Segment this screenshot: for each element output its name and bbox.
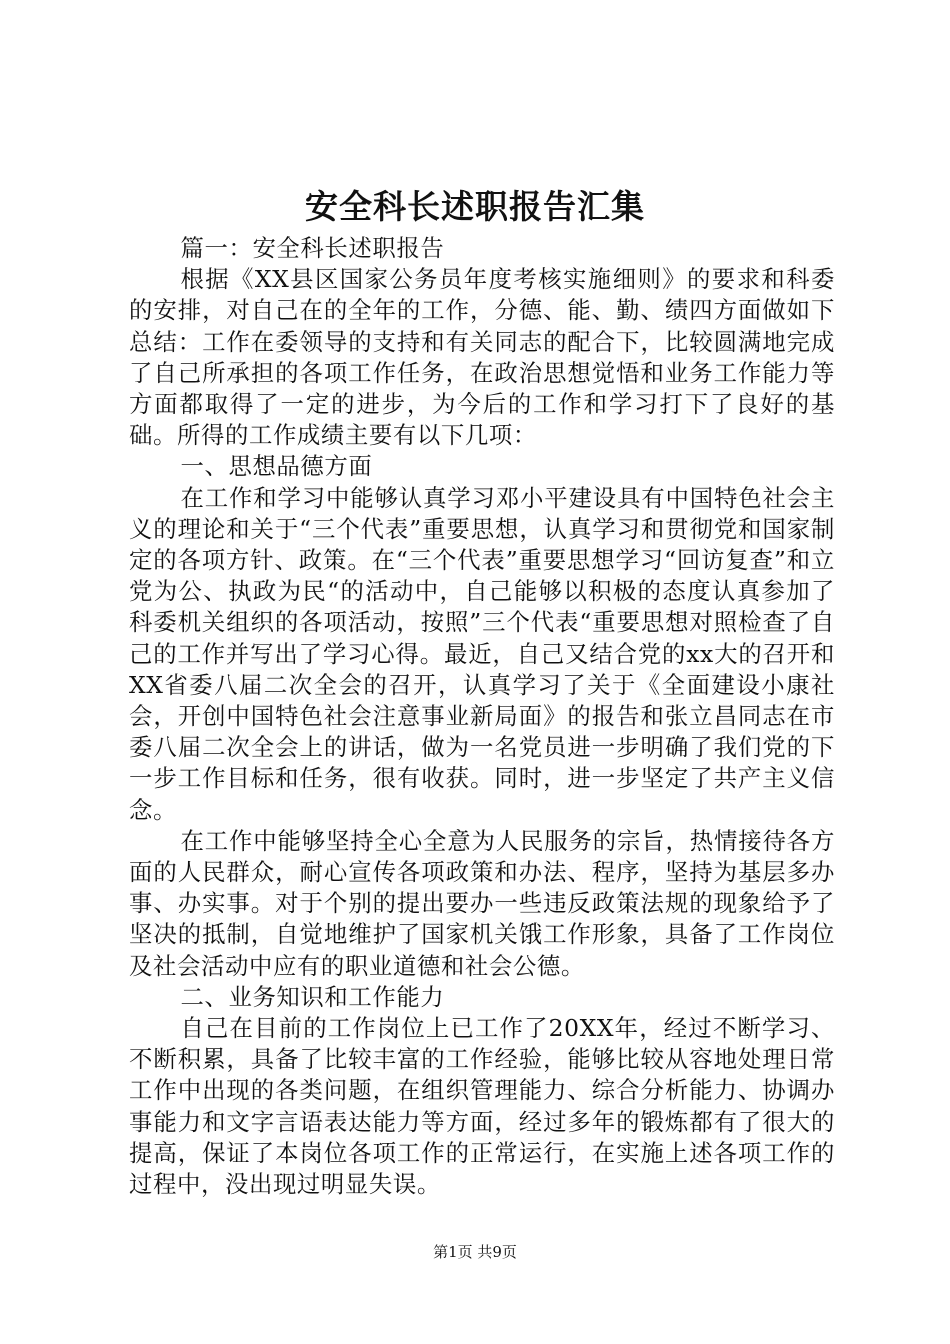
section-heading-business: 二、业务知识和工作能力 [180,982,445,1011]
page-footer: 第1页 共9页 [433,1243,517,1261]
section-heading-moral: 一、思想品德方面 [180,452,373,481]
document-body [129,233,835,1200]
document-title: 安全科长述职报告汇集 [305,187,645,226]
section-heading-part-one: 篇一：安全科长述职报告 [180,234,445,262]
body-paragraph: 自己在目前的工作岗位上已工作了20XX年，经过不断学习、不断积累，具备了比较丰富的工作经验，能够比较从容地处理日常工作中出现的各类问题，在组织管理能力、综合分析能力、协调办事能力和文字言语表达能力等方面，经过多年的锻炼都有了很大的提高，保证了本岗位各项工作的正常运行，在实施上述各项工作的过程中，没出现过明显失误。 [129,1014,835,1199]
body-paragraph: 在工作中能够坚持全心全意为人民服务的宗旨，热情接待各方面的人民群众，耐心宣传各项政策和办法、程序，坚持为基层多办事、办实事。对于个别的提出要办一些违反政策法规的现象给予了坚决的抵制，自觉地维护了国家机关饿工作形象，具备了工作岗位及社会活动中应有的职业道德和社会公德。 [129,826,835,980]
body-paragraph: 根据《XX县区国家公务员年度考核实施细则》的要求和科委的安排，对自己在的全年的工作，分德、能、勤、绩四方面做如下总结：工作在委领导的支持和有关同志的配合下，比较圆满地完成了自己所承担的各项工作任务，在政治思想觉悟和业务工作能力等方面都取得了一定的进步，为今后的工作和学习打下了良好的基础。所得的工作成绩主要有以下几项： [129,265,835,450]
body-paragraph: 在工作和学习中能够认真学习邓小平建设具有中国特色社会主义的理论和关于“三个代表”重要思想，认真学习和贯彻党和国家制定的各项方针、政策。在“三个代表”重要思想学习“回访复查”和立党为公、执政为民“的活动中，自己能够以积极的态度认真参加了科委机关组织的各项活动，按照”三个代表“重要思想对照检查了自己的工作并写出了学习心得。最近，自己又结合党的xx大的召开和XX省委八届二次全会的召开，认真学习了关于《全面建设小康社会，开创中国特色社会注意事业新局面》的报告和张立昌同志在市委八届二次全会上的讲话，做为一名党员进一步明确了我们党的下一步工作目标和任务，很有收获。同时，进一步坚定了共产主义信念。 [129,483,835,824]
